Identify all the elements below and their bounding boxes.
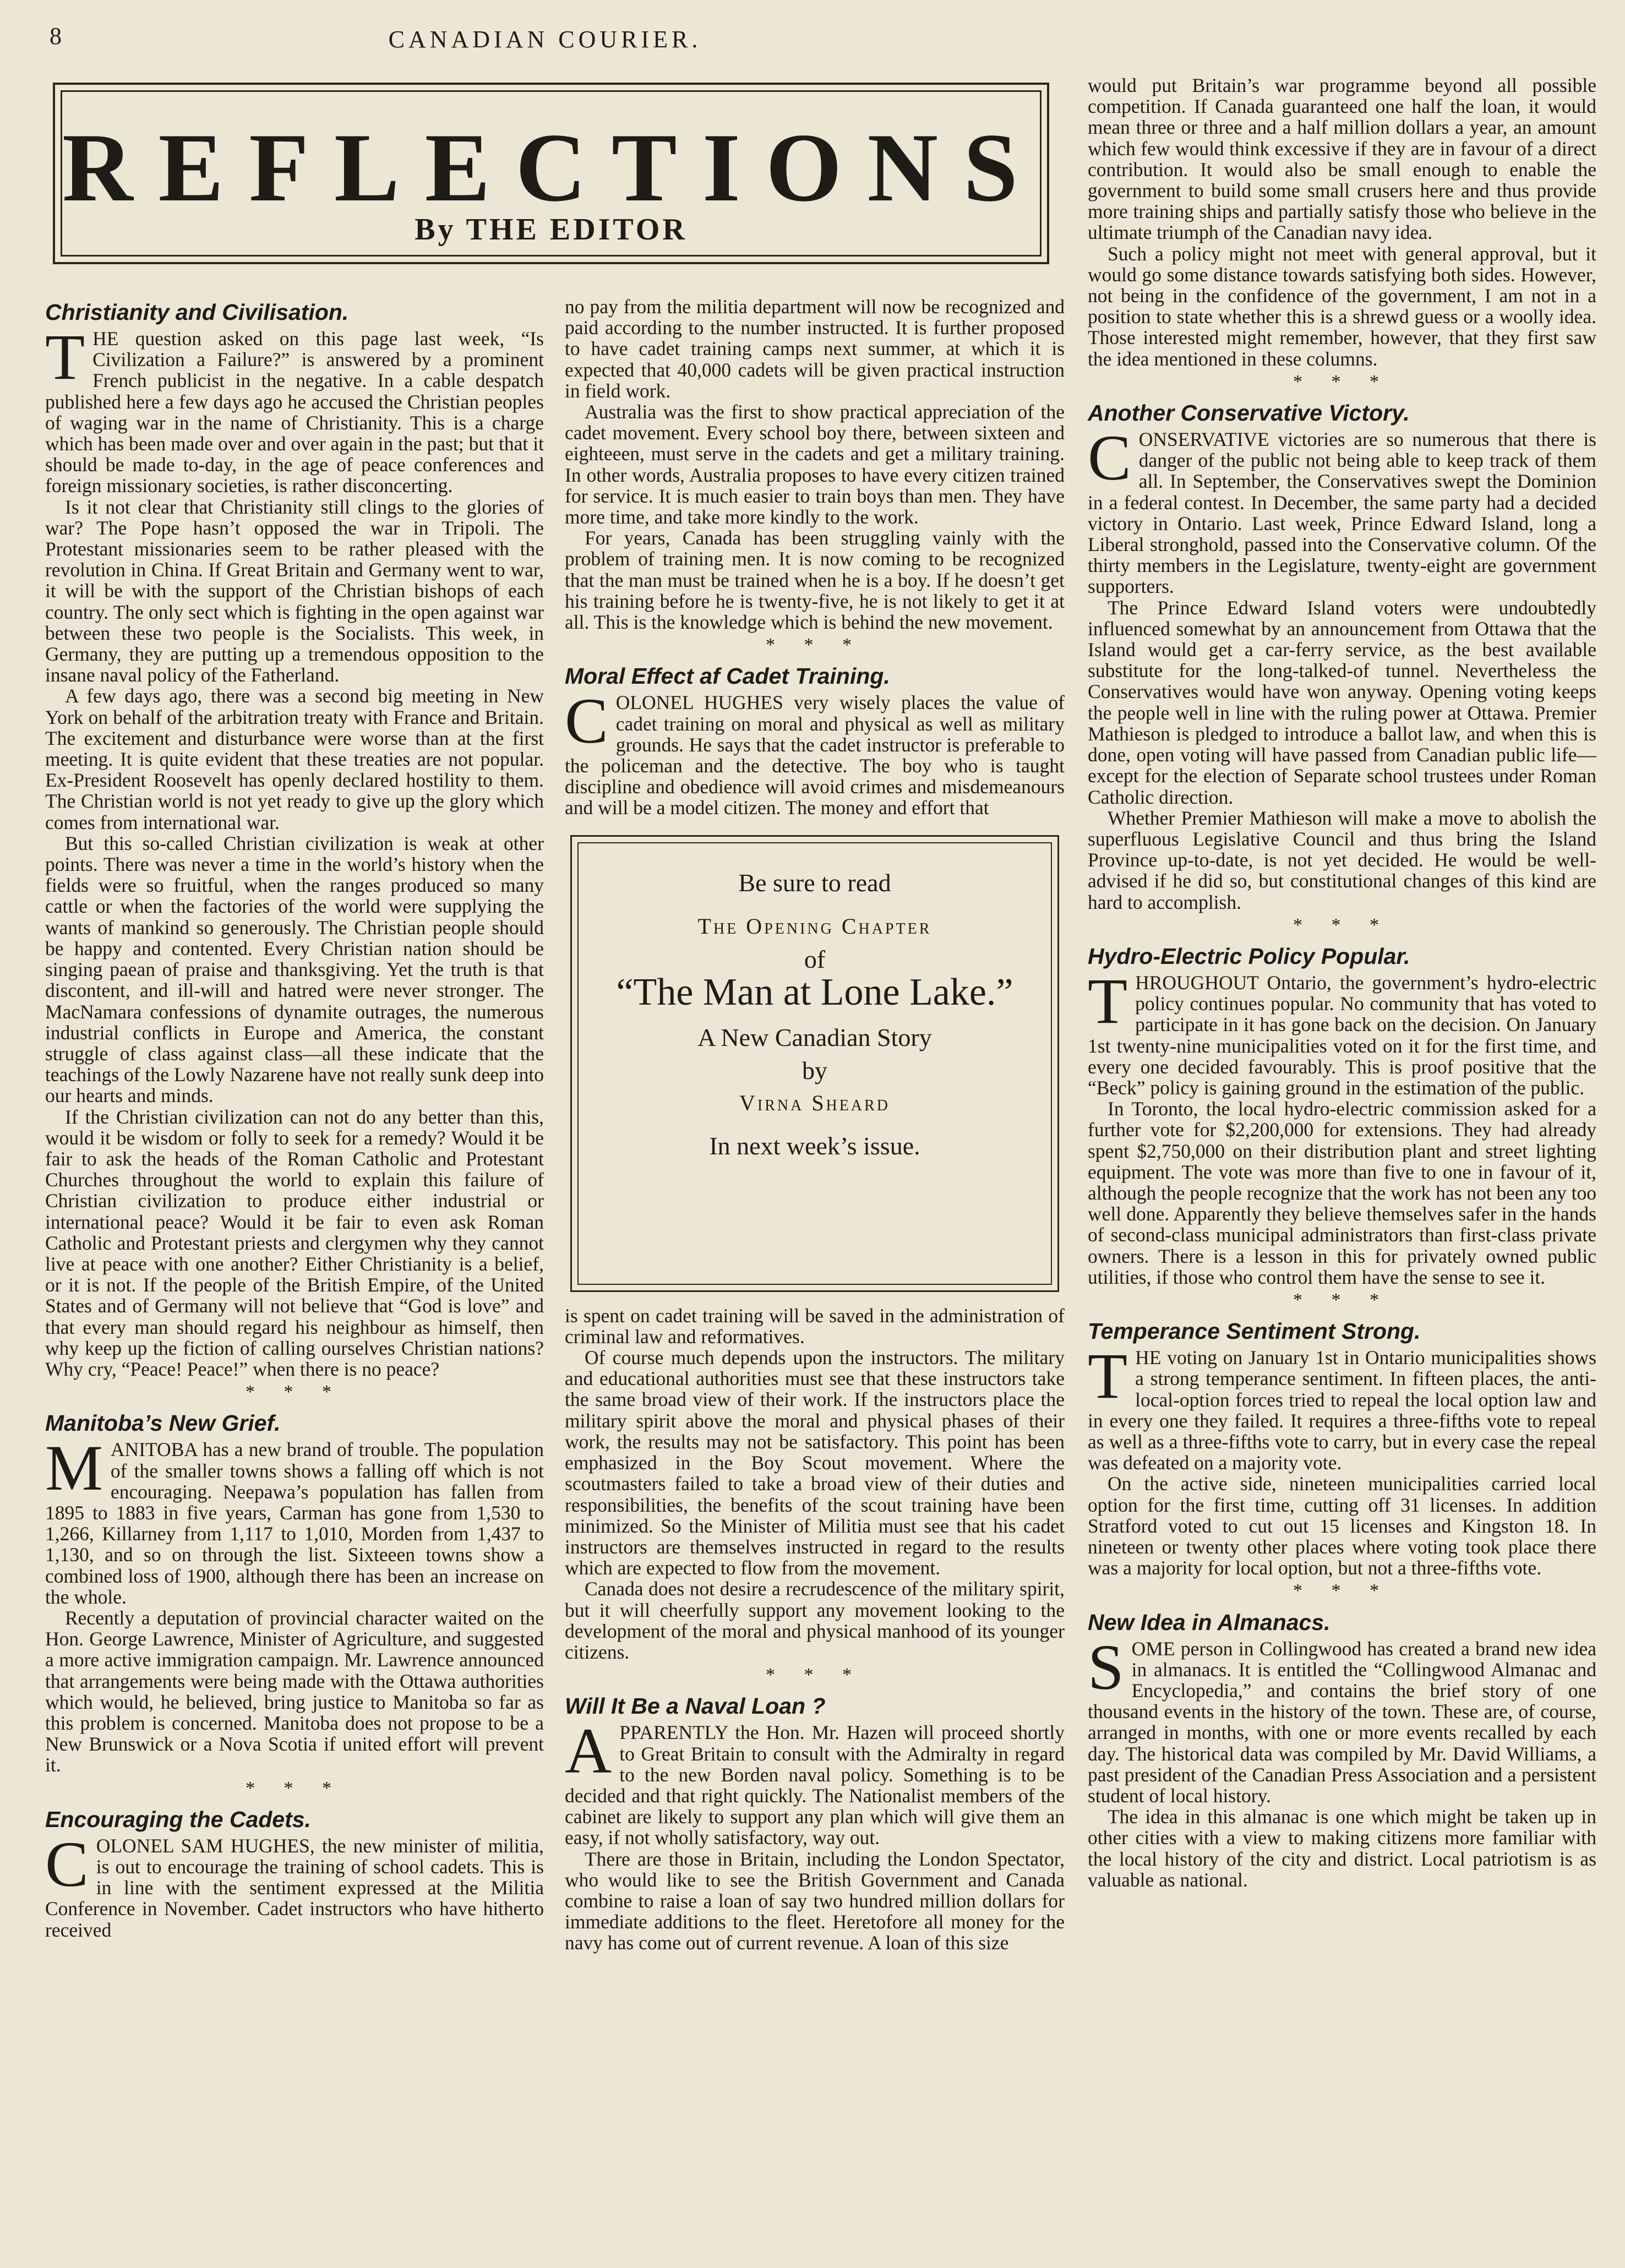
drop-cap: T	[1088, 1340, 1128, 1413]
column-1	[45, 292, 544, 1940]
article-paragraph: Canada does not desire a recrudescence of the military spirit, but it will cheerfully support any movement looking to the development of the moral and physical manhood of its younger citizens.	[565, 1578, 1065, 1663]
drop-cap: C	[565, 685, 608, 757]
section-divider: * * *	[246, 1382, 343, 1403]
section-divider: * * *	[766, 635, 864, 656]
article-paragraph: For years, Canada has been struggling vainly with the problem of training men. It is now coming to be recognized that the man must be trained when he is a boy. If he doesn’t get his training before he is twenty-five, he is not likely to get it at all. This is the knowledge which is behind the new movement.	[565, 527, 1065, 634]
section-heading: Will It Be a Naval Loan ?	[565, 1693, 826, 1719]
section-heading: Encouraging the Cadets.	[45, 1806, 311, 1832]
drop-cap: C	[45, 1828, 89, 1900]
section-heading: New Idea in Almanacs.	[1088, 1609, 1330, 1635]
masthead-title: REFLECTIONS	[62, 113, 1043, 222]
column-2	[565, 296, 1065, 1954]
article-paragraph: Is it not clear that Christianity still clings to the glories of war? The Pope hasn’t opposed the war in Tripoli. The Protestant missionaries seem to be rather pleased with the revolution in China. If Great Britain and Germany went to war, it will be with the support of the Christian bishops of each country. The only sect which is fighting in the open against war between these two people is the Socialists. This week, in Germany, they are putting up a tremendous opposition to the insane naval policy of the Fatherland.	[45, 495, 544, 686]
article-paragraph: CONSERVATIVE victories are so numerous that there is danger of the public not being able to keep track of them all. In September, the Conservatives swept the Dominion in a federal contest. In December, the same party had a decided victory in Ontario. Last week, Prince Edward Island, long a Liberal stronghold, passed into the Conservative column. Of the thirty members in the Legislature, twenty-eight are government supporters.	[1088, 422, 1596, 598]
article-paragraph: But this so-called Christian civilization is weak at other points. There was never a time in the world’s history when the fields were so fruitful, when the ranges produced so many cattle or when the factories of the world were supplying the wants of mankind so generously. The Christian people should be happy and contented. Every Christian nation should be singing paean of praise and thanksgiving. Yet the truth is that discontent, and ill-will and hatred were never stronger. The MacNamara confessions of dynamite outrages, the numerous industrial conflicts in Europe and America, the constant struggle of class against class—all these indicate that the teachings of the Lowly Nazarene have not really sunk deep into our hearts and minds.	[45, 832, 544, 1107]
drop-cap: S	[1088, 1631, 1124, 1703]
drop-cap: A	[565, 1715, 612, 1787]
drop-cap: T	[1088, 964, 1128, 1037]
article-paragraph: THROUGHOUT Ontario, the government’s hydro-electric policy continues popular. No community that has voted to participate in it has gone back on the decision. On January 1st twenty-nine municipalities voted on it for the first time, and every one decided favourably. This is proof positive that the “Beck” policy is gaining ground in the estimation of the public.	[1088, 964, 1596, 1099]
article-paragraph: A few days ago, there was a second big meeting in New York on behalf of the arbitration treaty with France and Britain. The excitement and disturbance were worse than at the first meeting. It is quite evident that these treaties are not popular. Ex-President Roosevelt has openly declared hostility to them. The Christian world is not yet ready to give up the glory which comes from international war.	[45, 685, 544, 833]
article-paragraph: Whether Premier Mathieson will make a move to abolish the superfluous Legislative Council and thus bring the Island Province up-to-date, is not yet decided. He would be well-advised if he did so, but constitutional changes of this kind are hard to accomplish.	[1088, 806, 1596, 913]
article-paragraph: COLONEL HUGHES very wisely places the value of cadet training on moral and physical as well as military grounds. He says that the cadet instructor is preferable to the policeman and the detective. The boy who is taught discipline and obedience will avoid crimes and misdemeanours and will be a model citizen. The money and effort that	[565, 685, 1065, 819]
masthead-inner-frame	[61, 90, 1041, 257]
drop-cap: C	[1088, 422, 1131, 494]
article-paragraph: no pay from the militia department will now be recognized and paid according to the number instructed. It is further proposed to have cadet training camps next summer, at which it is expected that 40,000 cadets will be given practical instruction in field work.	[565, 296, 1065, 402]
running-head: CANADIAN COURIER.	[388, 26, 702, 53]
article-paragraph: COLONEL SAM HUGHES, the new minister of militia, is out to encourage the training of school cadets. This is in line with the sentiment expressed at the Militia Conference in November. Cadet instructors who have hitherto received	[45, 1828, 544, 1941]
masthead-byline: By THE EDITOR	[415, 212, 688, 247]
advertisement-box	[570, 835, 1059, 1292]
section-divider: * * *	[1293, 914, 1391, 935]
article-paragraph: would put Britain’s war programme beyond all possible competition. If Canada guaranteed one half the loan, it would mean three or three and a half million dollars a year, an amount which few would think excessive if they are in favour of a direct contribution. It would also be small enough to enable the government to build some small crusers here and thus provide more training ships and partially satisfy those who believe in the ultimate triumph of the Canadian navy idea.	[1088, 74, 1596, 244]
article-paragraph: THE question asked on this page last week, “Is Civilization a Failure?” is answered by a prominent French publicist in the negative. In a cable despatch published here a few days ago he accused the Christian peoples of waging war in the name of Christianity. This is a charge which has been made over and over again in the past; but that it should be made to-day, in the age of peace conferences and foreign missionary societies, is rather disconcerting.	[45, 321, 544, 497]
section-heading: Christianity and Civilisation.	[45, 299, 349, 325]
article-paragraph: Such a policy might not meet with general approval, but it would go some distance towards satisfying both sides. However, not being in the confidence of the government, I am not in a position to state whether this is a shrewd guess or a woolly idea. Those interested might remember, however, that they first saw the idea mentioned in these columns.	[1088, 242, 1596, 370]
article-paragraph: On the active side, nineteen municipalities carried local option for the first time, cutting off 31 licenses. In addition Stratford voted to cut out 15 licenses and Kingston 18. In nineteen or twenty other places where voting took place there was a majority for local option, but not a three-fifths vote.	[1088, 1473, 1596, 1579]
article-paragraph: In Toronto, the local hydro-electric commission asked for a further vote for $2,200,000 for extensions. They had already spent $2,750,000 on their distribution plant and street lighting equipment. The vote was more than five to one in favour of it, although the people recognize that the work has not been any too well done. Apparently they believe themselves safer in the hands of second-class municipal administrators than first-class private owners. There is a lesson in this for privately owned public utilities, if those who control them have the sense to see it.	[1088, 1098, 1596, 1288]
article-paragraph: is spent on cadet training will be saved in the administration of criminal law and reformatives.	[565, 1304, 1065, 1348]
article-paragraph: The Prince Edward Island voters were undoubtedly influenced somewhat by an announcement from Ottawa that the Island would get a car-ferry service, as the best available substitute for the long-talked-of tunnel. Nevertheless the Conservatives would have won anyway. Opening voting keeps the people well in line with the ruling power at Ottawa. Premier Mathieson is pledged to introduce a ballot law, and when this is done, open voting will have passed from Canadian public life—except for the election of Separate school trustees under Roman Catholic direction.	[1088, 596, 1596, 808]
section-divider: * * *	[246, 1778, 343, 1798]
ad-line: A New Canadian Story	[697, 1023, 932, 1052]
ad-line: The Opening Chapter	[697, 913, 932, 939]
article-paragraph: SOME person in Collingwood has created a brand new idea in almanacs. It is entitled the “Collingwood Almanac and Encyclopedia,” and contains the brief story of one thousand events in the history of the town. These are, of course, arranged in months, with one or more events recalled by each day. The historical data was compiled by Mr. David Williams, a past president of the Canadian Press Association and a persistent student of local history.	[1088, 1631, 1596, 1807]
ad-line: of	[804, 945, 826, 973]
ad-line: by	[802, 1056, 827, 1085]
article-paragraph: There are those in Britain, including the London Spectator, who would like to see the British Government and Canada combine to raise a loan of say two hundred million dollars for immediate additions to the fleet. Heretofore all money for the navy has come out of current revenue. A loan of this size	[565, 1847, 1065, 1954]
article-paragraph: APPARENTLY the Hon. Mr. Hazen will proceed shortly to Great Britain to consult with the Admiralty in regard to the new Borden naval policy. Something is to be decided and that right quickly. The Nationalist members of the cabinet are likely to support any plan which will give them an easy, if not wholly satisfactory, way out.	[565, 1715, 1065, 1849]
section-heading: Hydro-Electric Policy Popular.	[1088, 943, 1410, 969]
ad-line: Be sure to read	[738, 868, 891, 897]
ad-story-title: “The Man at Lone Lake.”	[616, 971, 1013, 1014]
column-3	[1088, 75, 1596, 1890]
section-heading: Temperance Sentiment Strong.	[1088, 1318, 1421, 1344]
drop-cap: T	[45, 321, 85, 393]
section-heading: Manitoba’s New Grief.	[45, 1410, 281, 1436]
page-number: 8	[50, 23, 62, 50]
advertisement-inner	[577, 842, 1052, 1285]
article-paragraph: Recently a deputation of provincial character waited on the Hon. George Lawrence, Minister of Agriculture, and suggested a more active immigration campaign. Mr. Lawrence announced that arrangements were being made with the Ottawa authorities which would, he believed, bring justice to Manitoba so far as this problem is concerned. Manitoba does not propose to be a New Brunswick or a Nova Scotia if united effort will prevent it.	[45, 1606, 544, 1776]
section-divider: * * *	[1293, 1289, 1391, 1310]
article-paragraph: Australia was the first to show practical appreciation of the cadet movement. Every school boy there, between sixteen and eighteeen, must serve in the cadets and get a military training. In other words, Australia proposes to have every citizen trained for service. It is much easier to train boys than men. They have more time, and take more kindly to the work.	[565, 401, 1065, 528]
article-paragraph: Of course much depends upon the instructors. The military and educational authorities must see that these instructors take the same broad view of their work. If the instructors place the military spirit above the moral and physical phases of their work, the results may not be satisfactory. This point has been emphasized in the Boy Scout movement. Where the scoutmasters failed to take a broad view of their duties and responsibilities, the benefits of the scout training have been minimized. So the Minister of Militia must see that his cadet instructors are themselves instructed in regard to the results which are expected to flow from the movement.	[565, 1346, 1065, 1579]
article-paragraph: If the Christian civilization can not do any better than this, would it be wisdom or folly to seek for a remedy? Would it be fair to ask the heads of the Roman Catholic and Protestant Churches throughout the world to explain this failure of Christian civilization to produce either industrial or international peace? Would it be fair to even ask Roman Catholic and Protestant priests and clergymen why they cannot live at peace with one another? Either Christianity is a belief, or it is not. If the people of the British Empire, of the United States and of Germany will not believe that “God is love” and that every man should regard his neighbour as himself, then why keep up the fiction of calling ourselves Christian nations? Why cry, “Peace! Peace!” when there is no peace?	[45, 1105, 544, 1380]
article-paragraph: MANITOBA has a new brand of trouble. The population of the smaller towns shows a falling off which is not encouraging. Neepawa’s population has fallen from 1895 to 1883 in five years, Carman has gone from 1,530 to 1,266, Killarney from 1,117 to 1,010, Morden from 1,437 to 1,130, and so on through the list. Sixteeen towns show a combined loss of 1900, although there has been an increase on the whole.	[45, 1432, 544, 1608]
article-paragraph: THE voting on January 1st in Ontario municipalities shows a strong temperance sentiment. In fifteen places, the anti-local-option forces tried to repeal the local option law and in every one they failed. It requires a three-fifths vote to repeal as well as a three-fifths vote to carry, but in every case the repeal was defeated on a majority vote.	[1088, 1340, 1596, 1474]
article-paragraph: The idea in this almanac is one which might be taken up in other cities with a view to making citizens more familiar with the local history of the city and district. Local patriotism is as valuable as national.	[1088, 1806, 1596, 1891]
section-divider: * * *	[766, 1665, 864, 1686]
ad-author: Virna Sheard	[739, 1090, 890, 1115]
drop-cap: M	[45, 1432, 103, 1504]
masthead-frame	[53, 83, 1049, 264]
section-divider: * * *	[1293, 1580, 1391, 1601]
ad-line: In next week’s issue.	[709, 1131, 920, 1160]
section-heading: Moral Effect af Cadet Training.	[565, 663, 890, 689]
section-heading: Another Conservative Victory.	[1088, 400, 1410, 426]
section-divider: * * *	[1293, 371, 1391, 392]
